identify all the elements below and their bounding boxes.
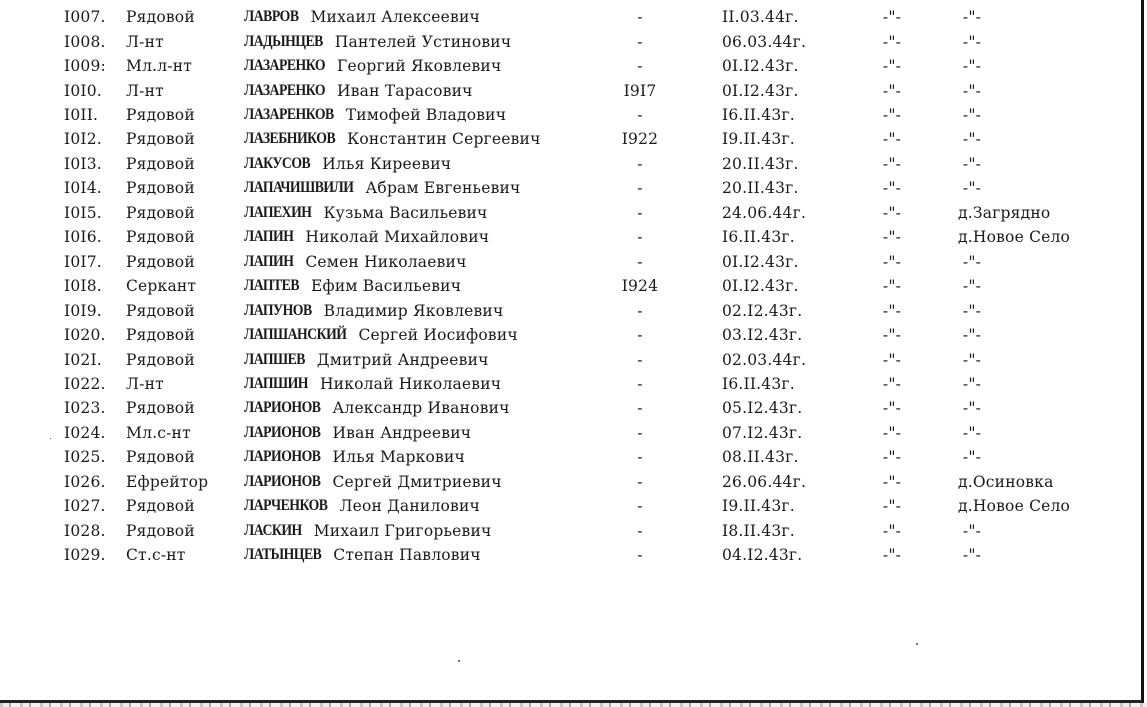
record-given-name: Николай Михайлович (305, 228, 490, 247)
record-place: д.Загрядно (958, 203, 1051, 222)
record-number: I008. (64, 32, 106, 51)
record-given-name: Ефим Васильевич (310, 277, 462, 296)
record-number: I0I6. (64, 228, 102, 247)
record-date: I8.II.43г. (722, 521, 795, 540)
record-surname: ЛАПИН (244, 252, 294, 270)
record-surname: ЛАРИОНОВ (244, 472, 321, 490)
record-given-name: Илья Киреевич (322, 154, 452, 173)
record-given-name: Сергей Дмитриевич (332, 472, 502, 491)
record-surname: ЛАРЧЕНКОВ (244, 497, 328, 515)
record-row (0, 348, 1140, 372)
record-place: -"- (962, 399, 982, 418)
record-rank: Рядовой (126, 350, 195, 369)
record-row (0, 30, 1140, 54)
record-col6: -"- (882, 521, 902, 540)
record-date: 02.03.44г. (722, 350, 807, 369)
record-rank: Ефрейтор (126, 472, 209, 491)
record-birth-year: - (637, 521, 643, 540)
record-col6: -"- (882, 8, 902, 27)
record-number: I0I4. (64, 179, 102, 198)
record-number: I022. (64, 374, 106, 393)
record-row (0, 250, 1140, 274)
record-date: 06.03.44г. (722, 32, 807, 51)
record-col6: -"- (882, 57, 902, 76)
record-rank: Рядовой (126, 130, 195, 149)
record-place: -"- (962, 32, 982, 51)
record-given-name: Кузьма Васильевич (323, 203, 488, 222)
record-birth-year: - (637, 179, 643, 198)
record-col6: -"- (882, 179, 902, 198)
record-row (0, 494, 1140, 518)
record-given-name: Тимофей Владович (345, 106, 507, 124)
record-date: 26.06.44г. (722, 472, 807, 491)
record-given-name: Сергей Иосифович (358, 326, 518, 345)
scan-speck (458, 660, 460, 662)
record-surname: ЛАПАЧИШВИЛИ (244, 179, 354, 197)
record-col6: -"- (882, 546, 902, 565)
record-surname: ЛАТЫНЦЕВ (244, 546, 322, 564)
record-given-name: Абрам Евгеньевич (365, 179, 521, 198)
record-given-name: Николай Николаевич (319, 374, 502, 393)
record-rank: Рядовой (126, 448, 195, 467)
record-rank: Мл.л-нт (126, 57, 193, 76)
record-surname: ЛАПШИН (244, 374, 308, 392)
record-row (0, 421, 1140, 445)
record-surname: ЛАРИОНОВ (244, 448, 321, 466)
record-birth-year: - (637, 252, 643, 271)
record-place: д.Новое Село (958, 228, 1071, 247)
record-birth-year: I9I7 (623, 81, 657, 100)
record-date: 0I.I2.43г. (722, 277, 799, 296)
record-row (0, 127, 1140, 151)
record-number: I0I5. (64, 203, 102, 222)
record-col6: -"- (882, 277, 902, 296)
record-col6: -"- (882, 154, 902, 173)
record-place: -"- (962, 326, 982, 345)
record-rank: Рядовой (126, 203, 195, 222)
record-row (0, 201, 1140, 225)
record-rank: Серкант (126, 277, 197, 296)
record-rank: Рядовой (126, 521, 195, 540)
record-date: 05.I2.43г. (722, 399, 803, 418)
record-date: I9.II.43г. (722, 130, 795, 149)
record-col6: -"- (882, 228, 902, 247)
record-place: -"- (962, 423, 982, 442)
record-date: II.03.44г. (722, 8, 799, 27)
record-place: -"- (962, 252, 982, 271)
record-number: I0I8. (64, 277, 102, 296)
record-date: 08.II.43г. (722, 448, 799, 467)
record-birth-year: - (637, 546, 643, 565)
record-place: -"- (962, 546, 982, 565)
record-col6: -"- (882, 203, 902, 222)
record-rank: Рядовой (126, 252, 195, 271)
record-date: I6.II.43г. (722, 106, 795, 124)
record-place: -"- (962, 448, 982, 467)
record-given-name: Константин Сергеевич (347, 130, 541, 149)
record-rank: Мл.с-нт (126, 423, 191, 442)
record-date: 0I.I2.43г. (722, 252, 799, 271)
record-birth-year: - (637, 423, 643, 442)
record-birth-year: I922 (621, 130, 659, 149)
scan-speck (50, 438, 51, 439)
record-row (0, 176, 1140, 200)
record-row (0, 152, 1140, 176)
record-col6: -"- (882, 32, 902, 51)
record-number: I02I. (64, 350, 102, 369)
record-given-name: Леон Данилович (339, 497, 480, 516)
record-date: 20.II.43г. (722, 154, 799, 173)
record-place: д.Новое Село (958, 497, 1071, 516)
record-row (0, 470, 1140, 494)
record-surname: ЛАДЫНЦЕВ (244, 32, 323, 50)
record-surname: ЛАЗАРЕНКОВ (244, 106, 334, 123)
scan-speck (916, 643, 918, 645)
record-place: -"- (962, 130, 982, 149)
record-surname: ЛАСКИН (244, 521, 302, 539)
record-date: 0I.I2.43г. (722, 57, 799, 76)
record-number: I029. (64, 546, 106, 565)
record-row (0, 519, 1140, 543)
record-birth-year: - (637, 448, 643, 467)
record-birth-year: - (637, 472, 643, 491)
record-birth-year: - (637, 203, 643, 222)
record-row (0, 274, 1140, 298)
record-surname: ЛАЗАРЕНКО (244, 57, 326, 75)
record-col6: -"- (882, 130, 902, 149)
record-date: 20.II.43г. (722, 179, 799, 198)
record-given-name: Дмитрий Андреевич (316, 350, 489, 369)
record-date: 02.I2.43г. (722, 301, 803, 320)
record-col6: -"- (882, 399, 902, 418)
record-given-name: Владимир Яковлевич (323, 301, 504, 320)
record-col6: -"- (882, 350, 902, 369)
record-place: -"- (962, 81, 982, 100)
record-row (0, 543, 1140, 567)
record-col6: -"- (882, 81, 902, 100)
record-rank: Рядовой (126, 154, 195, 173)
record-place: -"- (962, 521, 982, 540)
record-number: I023. (64, 399, 106, 418)
record-surname: ЛАПУНОВ (244, 301, 312, 319)
record-given-name: Пантелей Устинович (334, 32, 512, 51)
record-birth-year: - (637, 57, 643, 76)
record-number: I0I2. (64, 130, 102, 149)
record-place: -"- (962, 277, 982, 296)
record-number: I007. (64, 8, 106, 27)
record-birth-year: - (637, 301, 643, 320)
record-birth-year: - (637, 399, 643, 418)
record-date: 0I.I2.43г. (722, 81, 799, 100)
record-rank: Рядовой (126, 399, 195, 418)
record-birth-year: - (637, 374, 643, 393)
record-birth-year: - (637, 32, 643, 51)
record-row (0, 299, 1140, 323)
record-row (0, 396, 1140, 420)
record-surname: ЛАПТЕВ (244, 277, 299, 295)
record-col6: -"- (882, 497, 902, 516)
record-surname: ЛАПШЕВ (244, 350, 305, 368)
record-birth-year: - (637, 497, 643, 516)
record-rank: Рядовой (126, 497, 195, 516)
record-given-name: Иван Андреевич (332, 423, 472, 442)
next-page-edge (0, 703, 1147, 707)
record-given-name: Илья Маркович (332, 448, 465, 467)
record-number: I024. (64, 423, 106, 442)
record-number: I009: (64, 57, 106, 76)
record-birth-year: - (637, 8, 643, 27)
record-col6: -"- (882, 252, 902, 271)
record-row (0, 79, 1140, 103)
record-birth-year: - (637, 154, 643, 173)
record-surname: ЛАПЕХИН (244, 203, 312, 221)
record-rank: Л-нт (126, 32, 164, 51)
record-date: 07.I2.43г. (722, 423, 803, 442)
record-row (0, 5, 1140, 29)
record-birth-year: I924 (621, 277, 659, 296)
record-date: I6.II.43г. (722, 228, 795, 247)
record-row (0, 323, 1140, 347)
record-date: 24.06.44г. (722, 203, 807, 222)
record-given-name: Михаил Алексеевич (310, 8, 480, 27)
record-col6: -"- (882, 374, 902, 393)
record-rank: Л-нт (126, 374, 164, 393)
record-row (0, 372, 1140, 396)
record-surname: ЛАКУСОВ (244, 154, 311, 172)
record-surname: ЛАПШАНСКИЙ (244, 326, 347, 344)
record-number: I0I0. (64, 81, 102, 100)
record-given-name: Александр Иванович (332, 399, 510, 418)
record-rank: Рядовой (126, 326, 195, 345)
record-date: 04.I2.43г. (722, 546, 803, 565)
record-number: I0I9. (64, 301, 102, 320)
record-number: I0II. (64, 106, 99, 124)
record-number: I0I7. (64, 252, 102, 271)
record-rank: Ст.с-нт (126, 546, 186, 565)
record-row (0, 445, 1140, 469)
record-surname: ЛАРИОНОВ (244, 423, 321, 441)
record-place: -"- (962, 154, 982, 173)
record-rank: Рядовой (126, 228, 195, 247)
record-col6: -"- (882, 106, 902, 124)
record-date: I9.II.43г. (722, 497, 795, 516)
record-place: -"- (962, 179, 982, 198)
record-surname: ЛАЗАРЕНКО (244, 81, 326, 99)
record-rank: Рядовой (126, 179, 195, 198)
record-given-name: Михаил Григорьевич (313, 521, 492, 540)
record-date: I6.II.43г. (722, 374, 795, 393)
record-birth-year: - (637, 106, 643, 124)
record-given-name: Иван Тарасович (337, 81, 473, 100)
record-birth-year: - (637, 350, 643, 369)
record-given-name: Степан Павлович (333, 546, 481, 565)
record-col6: -"- (882, 423, 902, 442)
record-number: I027. (64, 497, 106, 516)
record-place: -"- (962, 106, 982, 124)
record-rank: Рядовой (126, 8, 195, 27)
record-date: 03.I2.43г. (722, 326, 803, 345)
record-surname: ЛАЗЕБНИКОВ (244, 130, 336, 148)
record-surname: ЛАРИОНОВ (244, 399, 321, 417)
record-row (0, 54, 1140, 78)
record-rank: Рядовой (126, 106, 195, 124)
record-birth-year: - (637, 228, 643, 247)
record-row (0, 225, 1140, 249)
record-surname: ЛАВРОВ (244, 8, 299, 26)
record-rank: Л-нт (126, 81, 164, 100)
record-number: I026. (64, 472, 106, 491)
record-col6: -"- (882, 448, 902, 467)
record-number: I0I3. (64, 154, 102, 173)
record-surname: ЛАПИН (244, 228, 294, 246)
record-place: -"- (962, 8, 982, 27)
record-col6: -"- (882, 472, 902, 491)
record-col6: -"- (882, 326, 902, 345)
record-birth-year: - (637, 326, 643, 345)
record-number: I025. (64, 448, 106, 467)
record-number: I020. (64, 326, 106, 345)
record-given-name: Семен Николаевич (305, 252, 467, 271)
record-place: -"- (962, 350, 982, 369)
record-given-name: Георгий Яковлевич (337, 57, 502, 76)
record-col6: -"- (882, 301, 902, 320)
record-rank: Рядовой (126, 301, 195, 320)
record-place: -"- (962, 374, 982, 393)
record-row (0, 103, 1140, 127)
record-number: I028. (64, 521, 106, 540)
record-place: -"- (962, 57, 982, 76)
record-place: -"- (962, 301, 982, 320)
record-place: д.Осиновка (958, 472, 1054, 491)
